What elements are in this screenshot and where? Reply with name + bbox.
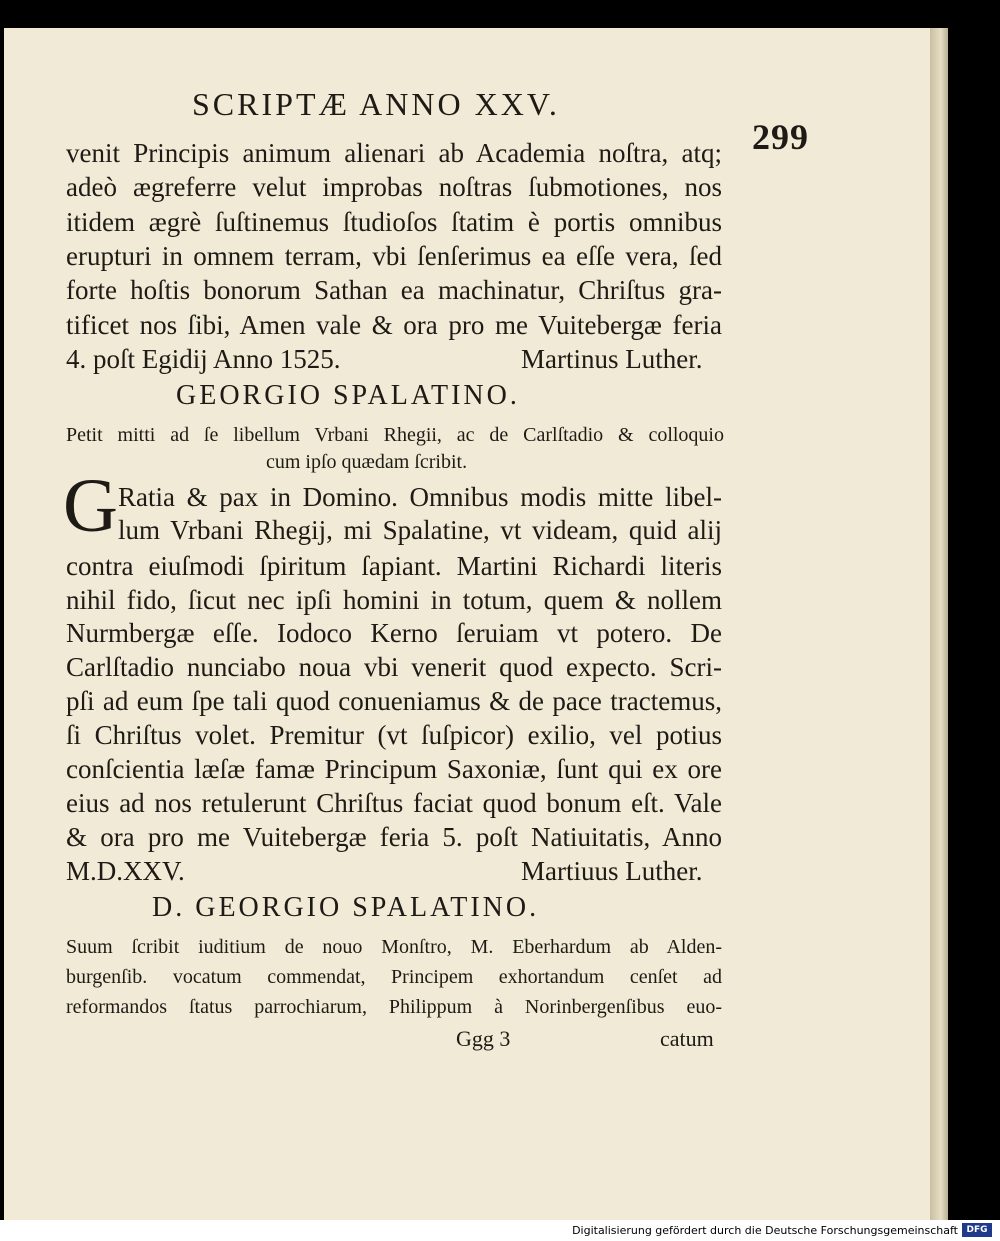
text-line: ſi Chriſtus volet. Premitur (vt ſuſpicor) exilio, vel potius: [66, 720, 722, 750]
letter-date: M.D.XXV.: [66, 856, 185, 886]
running-header: SCRIPTÆ ANNO XXV.: [192, 86, 560, 122]
text-line: erupturi in omnem terram, vbi ſenſerimus ea eſſe vera, ſed: [66, 241, 722, 271]
text-line: Ratia & pax in Domino. Omnibus modis mitte libel-: [118, 482, 722, 512]
footer-bar: [0, 1220, 1000, 1241]
page-edge: [930, 28, 948, 1220]
letter-summary-line: burgenſib. vocatum commendat, Principem exhortandum cenſet ad: [66, 966, 722, 988]
catchword: catum: [660, 1026, 714, 1051]
text-line: adeò ægreferre velut improbas noſtras ſubmotiones, nos: [66, 172, 722, 202]
signature-mark: Ggg 3: [456, 1026, 511, 1051]
footer-credit: Digitalisierung gefördert durch die Deutsche Forschungsgemeinschaft: [572, 1224, 958, 1237]
text-line: Carlſtadio nunciabo noua vbi venerit quod expecto. Scri-: [66, 652, 722, 682]
text-line: forte hoſtis bonorum Sathan ea machinatur, Chriſtus gra-: [66, 275, 722, 305]
page-number: 299: [752, 117, 809, 157]
letter-signature: Martiuus Luther.: [521, 856, 703, 886]
dfg-logo-icon: DFG: [962, 1223, 992, 1237]
text-line: venit Principis animum alienari ab Academia noſtra, atq;: [66, 138, 722, 168]
text-line: conſcientia læſæ famæ Principum Saxoniæ, ſunt qui ex ore: [66, 754, 722, 784]
letter-summary-line: cum ipſo quædam ſcribit.: [266, 451, 468, 473]
drop-cap: G: [63, 464, 118, 548]
letter-signature: Martinus Luther.: [521, 344, 703, 374]
letter-summary-line: reformandos ſtatus parrochiarum, Philippum à Norinbergenſibus euo-: [66, 996, 722, 1018]
letter-summary-line: Petit mitti ad ſe libellum Vrbani Rhegii, ac de Carlſtadio & colloquio: [66, 424, 724, 446]
text-line: tificet nos ſibi, Amen vale & ora pro me Vuitebergæ feria: [66, 310, 722, 340]
text-line: pſi ad eum ſpe tali quod conueniamus & de pace tractemus,: [66, 686, 722, 716]
text-line: lum Vrbani Rhegij, mi Spalatine, vt videam, quid alij: [118, 515, 722, 545]
text-line: Nurmbergæ eſſe. Iodoco Kerno ſeruiam vt potero. De: [66, 618, 722, 648]
text-line: itidem ægrè ſuſtinemus ſtudioſos ſtatim è portis omnibus: [66, 207, 722, 237]
letter-heading: GEORGIO SPALATINO.: [176, 380, 520, 411]
letter-summary-line: Suum ſcribit iuditium de nouo Monſtro, M. Eberhardum ab Alden-: [66, 936, 722, 958]
text-line: & ora pro me Vuitebergæ feria 5. poſt Natiuitatis, Anno: [66, 822, 722, 852]
text-line: nihil fido, ſicut nec ipſi homini in totum, quem & nollem: [66, 585, 722, 615]
text-line: eius ad nos retulerunt Chriſtus faciat quod bonum eſt. Vale: [66, 788, 722, 818]
letter-date: 4. poſt Egidij Anno 1525.: [66, 344, 341, 374]
text-line: contra eiuſmodi ſpiritum ſapiant. Martini Richardi literis: [66, 551, 722, 581]
letter-heading: D. GEORGIO SPALATINO.: [152, 892, 540, 923]
